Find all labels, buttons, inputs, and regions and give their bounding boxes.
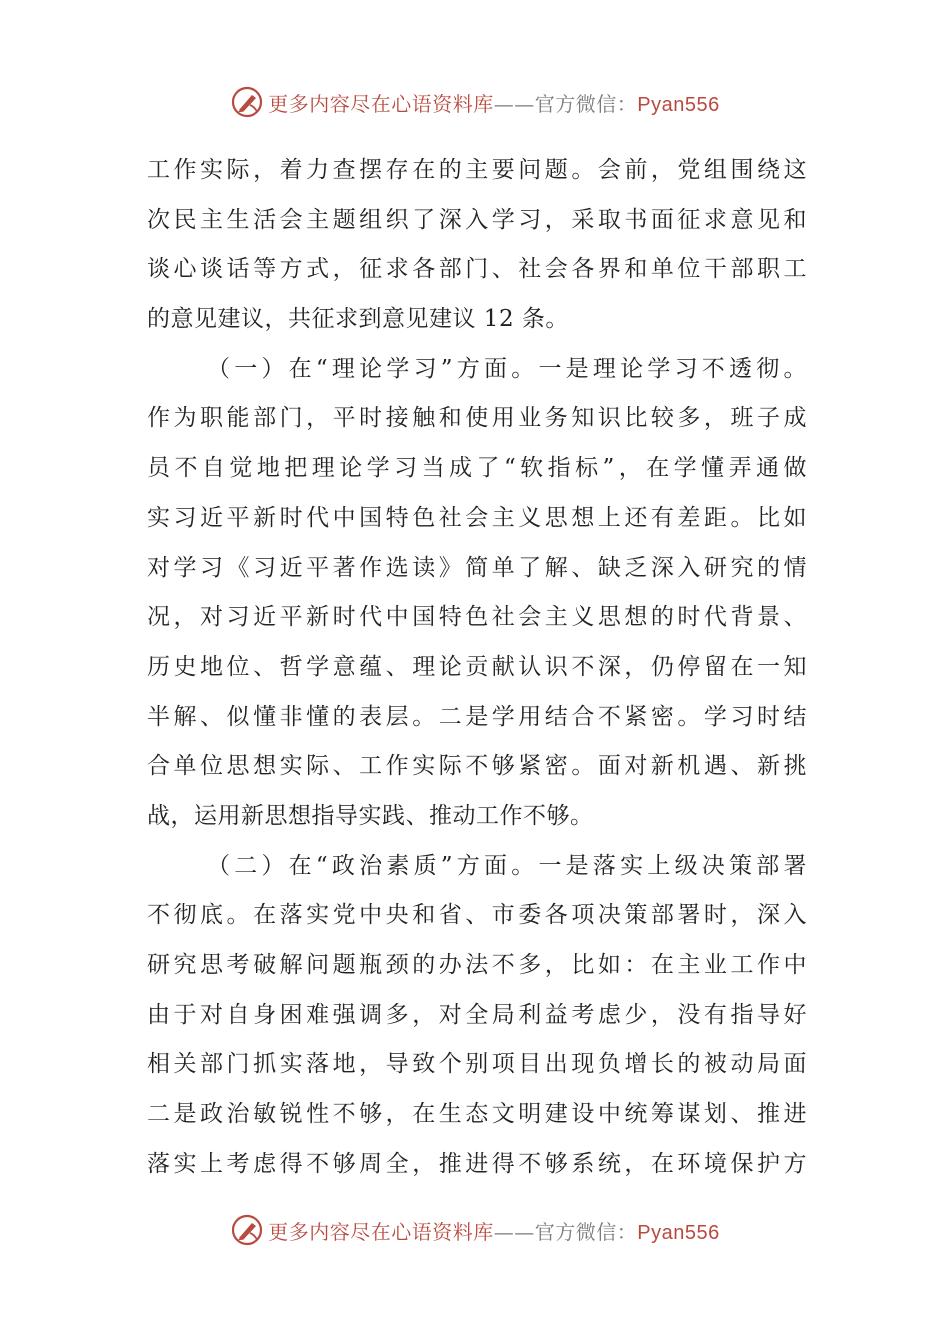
header-wechat-id: Pyan556 bbox=[637, 93, 720, 116]
body-line: 谈心谈话等方式，征求各部门、社会各界和单位干部职工 bbox=[147, 256, 807, 283]
body-line: 二是政治敏锐性不够，在生态文明建设中统筹谋划、推进 bbox=[147, 1101, 807, 1128]
body-line: 实习近平新时代中国特色社会主义思想上还有差距。比如 bbox=[147, 504, 807, 531]
pen-seal-icon bbox=[230, 85, 264, 119]
body-line: 半解、似懂非懂的表层。二是学用结合不紧密。学习时结 bbox=[147, 703, 807, 730]
body-line: 作为职能部门，平时接触和使用业务知识比较多，班子成 bbox=[147, 405, 807, 432]
body-line: 落实上考虑得不够周全，推进得不够系统，在环境保护方 bbox=[147, 1150, 807, 1177]
body-line: 况，对习近平新时代中国特色社会主义思想的时代背景、 bbox=[147, 604, 807, 631]
footer-dash: —— bbox=[493, 1219, 535, 1244]
body-line: 由于对自身困难强调多，对全局利益考虑少，没有指导好 bbox=[147, 1001, 807, 1028]
footer-watermark-banner bbox=[0, 1210, 950, 1250]
body-line: 工作实际，着力查摆存在的主要问题。会前，党组围绕这 bbox=[147, 157, 807, 183]
footer-site-name: 更多内容尽在心语资料库 bbox=[268, 1219, 494, 1244]
footer-wechat-label: 官方微信： bbox=[534, 1219, 638, 1244]
section-heading-line: （二）在“政治素质”方面。一是落实上级决策部署 bbox=[207, 852, 807, 879]
document-body bbox=[147, 146, 807, 1189]
body-line: 合单位思想实际、工作实际不够紧密。面对新机遇、新挑 bbox=[147, 753, 807, 780]
body-line: 战，运用新思想指导实践、推动工作不够。 bbox=[147, 802, 594, 829]
pen-seal-icon bbox=[230, 1213, 264, 1247]
header-watermark-banner bbox=[0, 82, 950, 122]
body-line: 员不自觉地把理论学习当成了“软指标”，在学懂弄通做 bbox=[147, 455, 807, 482]
body-line: 的意见建议，共征求到意见建议 12 条。 bbox=[147, 306, 569, 333]
header-watermark-text bbox=[268, 88, 719, 117]
body-line: 历史地位、哲学意蕴、理论贡献认识不深，仍停留在一知 bbox=[147, 653, 807, 680]
body-line: 对学习《习近平著作选读》简单了解、缺乏深入研究的情 bbox=[147, 554, 807, 581]
body-line: 相关部门抓实落地，导致个别项目出现负增长的被动局面 bbox=[147, 1051, 807, 1078]
body-line: 次民主生活会主题组织了深入学习，采取书面征求意见和 bbox=[147, 206, 807, 233]
header-dash: —— bbox=[493, 91, 535, 116]
header-wechat-label: 官方微信： bbox=[534, 91, 638, 116]
header-site-name: 更多内容尽在心语资料库 bbox=[268, 91, 494, 116]
body-line: 不彻底。在落实党中央和省、市委各项决策部署时，深入 bbox=[147, 902, 807, 929]
footer-watermark-text bbox=[268, 1216, 719, 1245]
section-heading-line: （一）在“理论学习”方面。一是理论学习不透彻。 bbox=[207, 355, 807, 382]
body-line: 研究思考破解问题瓶颈的办法不多，比如：在主业工作中 bbox=[147, 952, 807, 978]
footer-wechat-id: Pyan556 bbox=[637, 1221, 720, 1244]
